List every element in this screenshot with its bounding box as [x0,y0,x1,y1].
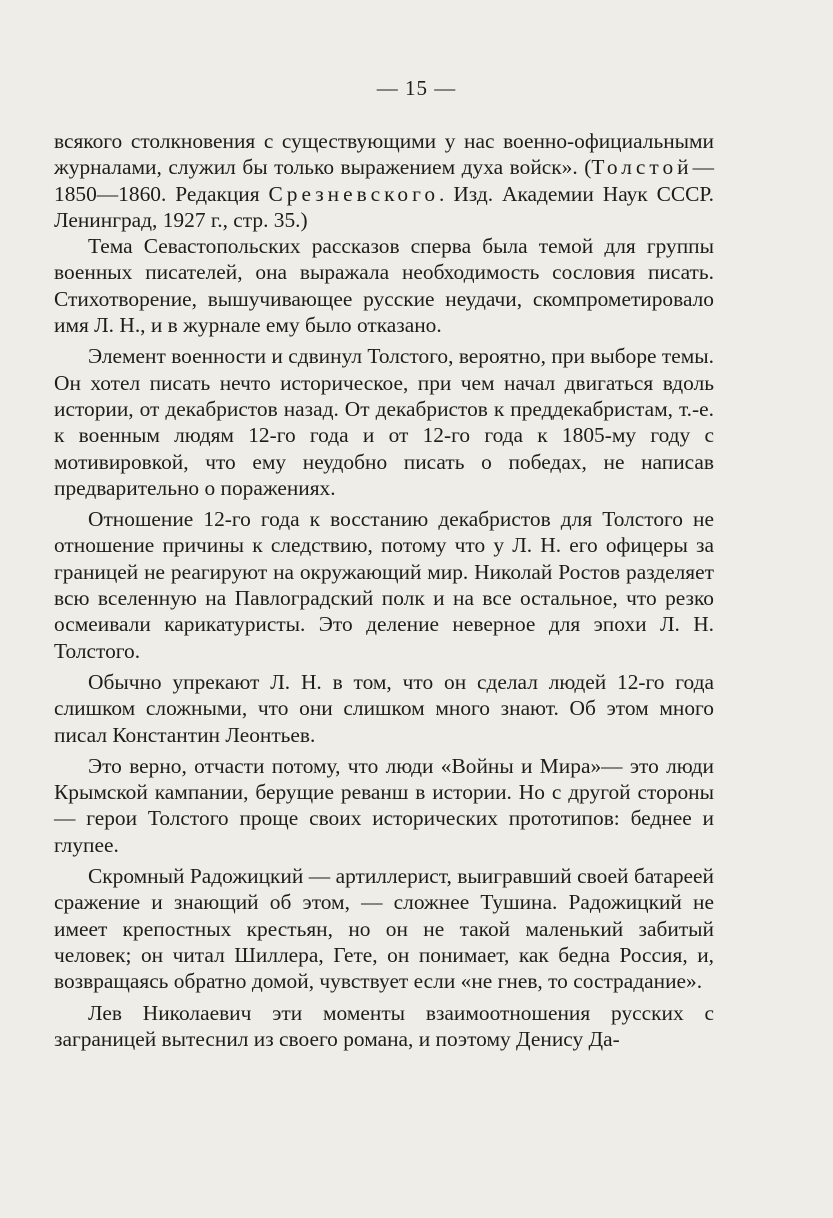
paragraph-5: Обычно упрекают Л. Н. в том, что он сделал людей 12-го года слишком сложными, что они слишком много знают. Об этом много писал Константин Леонтьев. [54,669,714,747]
citation-years: —1850—1860. Редакция [54,155,714,206]
editor-name: Срезневского [268,181,440,206]
paragraph-1 [54,128,714,233]
body-text [54,128,714,1052]
author-name: Толстой [591,155,693,180]
paragraph-1-text: всякого столкновения с существующими у нас военно-официальными журналами, служил бы только выражением духа войск». ( [54,129,714,180]
page-number: — 15 — [376,76,457,100]
citation-tail: . Изд. Академии Наук СССР. Ленинград, 1927 г., стр. 35.) [54,181,714,232]
paragraph-6: Это верно, отчасти потому, что люди «Войны и Мира»— это люди Крымской кампании, берущие реванш в истории. Но с другой стороны — герои Толстого проще своих исторических прототипов: беднее и глупее. [54,753,714,857]
paragraph-2: Тема Севастопольских рассказов сперва была темой для группы военных писателей, она выражала необходимость сословия писать. Стихотворение, вышучивающее русские неудачи, скомпрометировало имя Л. Н., и в журнале ему было отказано. [54,234,714,338]
paragraph-3: Элемент военности и сдвинул Толстого, вероятно, при выборе темы. Он хотел писать нечто историческое, при чем начал двигаться вдоль истории, от декабристов назад. От декабристов к преддекабристам, т.-е. к военным людям 12-го года и от 12-го года к 1805-му году с мотивировкой, что ему неудобно писать о победах, не написав предварительно о поражениях. [54,344,714,500]
paragraph-8: Лев Николаевич эти моменты взаимоотношения русских с заграницей вытеснил из своего романа, и поэтому Денису Да- [54,1000,714,1051]
paragraph-7: Скромный Радожицкий — артиллерист, выигравший своей батареей сражение и знающий об этом, — сложнее Тушина. Радожицкий не имеет крепостных крестьян, но он не такой маленький забитый человек; он читал Шиллера, Гете, он понимает, как бедна Россия, и, возвращаясь обратно домой, чувствует если «не гнев, то сострадание». [54,864,714,994]
paragraph-4: Отношение 12-го года к восстанию декабристов для Толстого не отношение причины к следствию, потому что у Л. Н. его офицеры за границей не реагируют на окружающий мир. Николай Ростов разделяет всю вселенную на Павлоградский полк и на все остальное, что резко осмеивали карикатуристы. Это деление неверное для эпохи Л. Н. Толстого. [54,507,714,663]
